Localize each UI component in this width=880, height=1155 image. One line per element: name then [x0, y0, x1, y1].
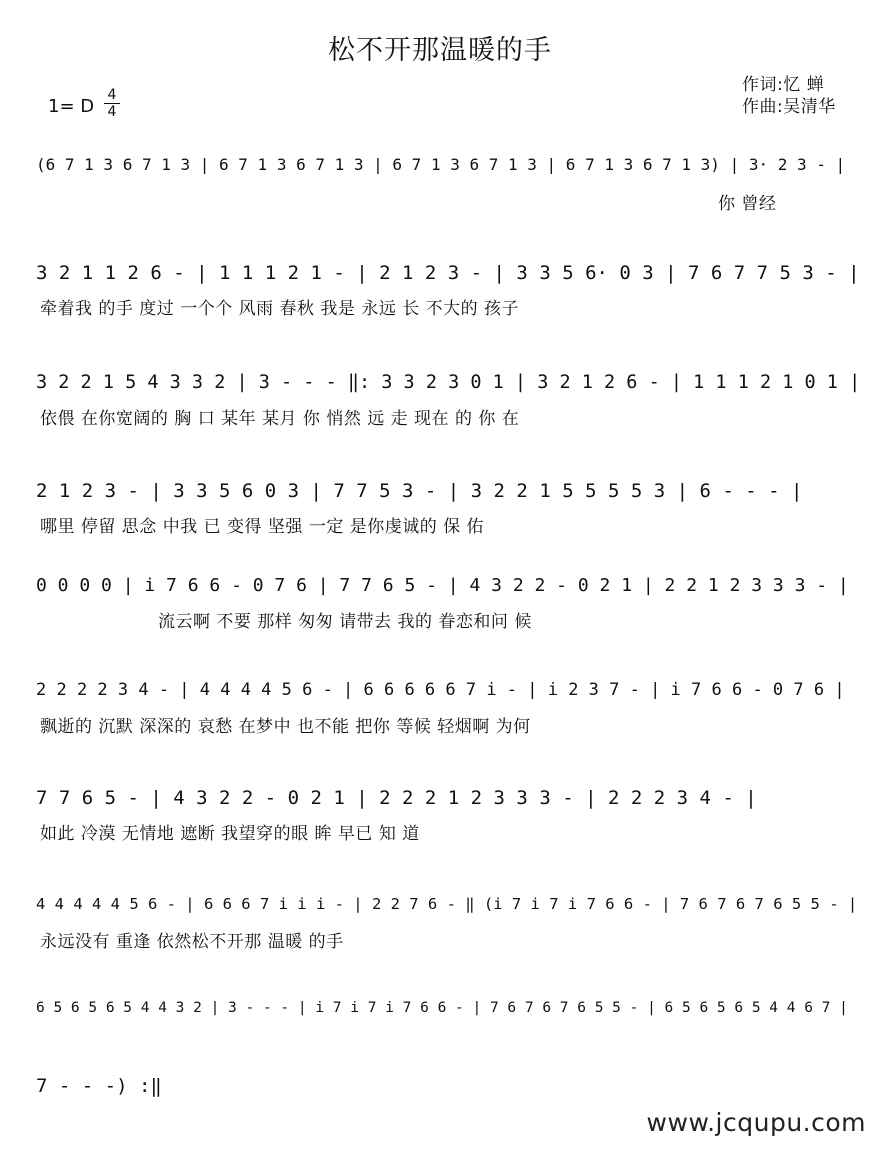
- system-7: [0, 787, 880, 867]
- system-8: [0, 895, 880, 975]
- notation-line: 7 - - -) :‖: [36, 1075, 162, 1097]
- time-signature-top: 4: [107, 87, 117, 103]
- notation-line: 3 2 1 1 2 6 - | 1 1 1 2 1 - | 2 1 2 3 - | 3 3 5 6· 0 3 | 7 6 7 7 5 3 - |: [36, 262, 860, 284]
- system-5: [0, 575, 880, 655]
- notation-line: 2 2 2 2 3 4 - | 4 4 4 4 5 6 - | 6 6 6 6 6 7 i - | i 2 3 7 - | i 7 6 6 - 0 7 6 |: [36, 680, 845, 700]
- system-3: [0, 372, 880, 452]
- notation-line: 2 1 2 3 - | 3 3 5 6 0 3 | 7 7 5 3 - | 3 2 2 1 5 5 5 5 3 | 6 - - - |: [36, 480, 803, 502]
- lyrics-line: 牵着我 的手 度过 一个个 风雨 春秋 我是 永远 长 不大的 孩子: [40, 299, 520, 319]
- time-signature-bottom: 4: [107, 104, 117, 120]
- site-watermark: www.jcqupu.com: [646, 1108, 866, 1137]
- notation-line: 3 2 2 1 5 4 3 3 2 | 3 - - - ‖: 3 3 2 3 0 1 | 3 2 1 2 6 - | 1 1 1 2 1 0 1 |: [36, 372, 861, 393]
- system-4: [0, 480, 880, 560]
- system-2: [0, 262, 880, 342]
- lyrics-line: 你 曾经: [718, 194, 777, 214]
- lyrics-line: 飘逝的 沉默 深深的 哀愁 在梦中 也不能 把你 等候 轻烟啊 为何: [40, 717, 531, 737]
- system-9: [0, 1000, 880, 1080]
- lyrics-line: 如此 冷漠 无情地 遮断 我望穿的眼 眸 早已 知 道: [40, 824, 420, 844]
- notation-line: 4 4 4 4 4 5 6 - | 6 6 6 7 i i i - | 2 2 7 6 - ‖ (i 7 i 7 i 7 6 6 - | 7 6 7 6 7 6 5 5 - |: [36, 895, 858, 913]
- notation-line: (6 7 1 3 6 7 1 3 | 6 7 1 3 6 7 1 3 | 6 7 1 3 6 7 1 3 | 6 7 1 3 6 7 1 3) | 3· 2 3 - |: [36, 155, 846, 174]
- lyrics-line: 依偎 在你宽阔的 胸 口 某年 某月 你 悄然 远 走 现在 的 你 在: [40, 409, 520, 429]
- composer-credit: 作曲:吴清华: [742, 97, 836, 117]
- system-6: [0, 680, 880, 760]
- lyrics-line: 哪里 停留 思念 中我 已 变得 坚强 一定 是你虔诚的 保 佑: [40, 517, 485, 537]
- notation-line: 0 0 0 0 | i 7 6 6 - 0 7 6 | 7 7 6 5 - | 4 3 2 2 - 0 2 1 | 2 2 1 2 3 3 3 - |: [36, 575, 849, 596]
- notation-line: 7 7 6 5 - | 4 3 2 2 - 0 2 1 | 2 2 2 1 2 3 3 3 - | 2 2 2 3 4 - |: [36, 787, 757, 809]
- time-signature: [104, 88, 120, 119]
- lyrics-line: 流云啊 不要 那样 匆匆 请带去 我的 眷恋和问 候: [158, 612, 532, 632]
- system-1: [0, 155, 880, 235]
- song-title: 松不开那温暖的手: [328, 35, 552, 66]
- notation-line: 6 5 6 5 6 5 4 4 3 2 | 3 - - - | i 7 i 7 i 7 6 6 - | 7 6 7 6 7 6 5 5 - | 6 5 6 5 6 5 4 4 6 7 |: [36, 1000, 848, 1016]
- lyricist-credit: 作词:忆 蝉: [742, 75, 825, 95]
- key-signature: 1= D: [48, 96, 95, 117]
- lyrics-line: 永远没有 重逢 依然松不开那 温暖 的手: [40, 932, 344, 952]
